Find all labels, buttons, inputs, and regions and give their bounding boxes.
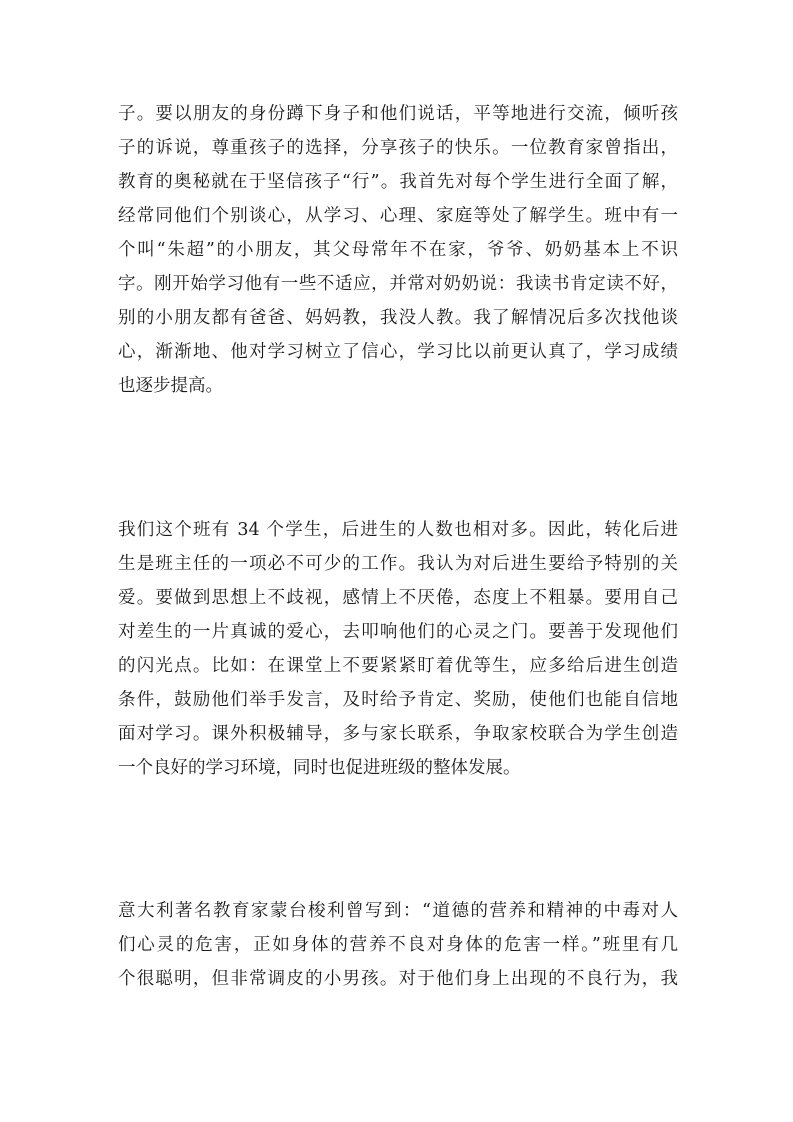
text-line: 一个良好的学习环境，同时也促进班级的整体发展。 [118, 758, 521, 778]
text-line: 子的诉说，尊重孩子的选择，分享孩子的快乐。一位教育家曾指出， [118, 138, 678, 158]
text-line: 经常同他们个别谈心，从学习、心理、家庭等处了解学生。班中有一 [118, 206, 678, 226]
paragraph-2 [118, 513, 678, 785]
text-line: 们心灵的危害，正如身体的营养不良对身体的危害一样。”班里有几 [118, 935, 678, 955]
text-line: 我们这个班有 34 个学生，后进生的人数也相对多。因此，转化后进 [118, 520, 678, 540]
text-line: 教育的奥秘就在于坚信孩子“行”。我首先对每个学生进行全面了解， [118, 172, 678, 192]
paragraph-3 [118, 894, 678, 996]
text-line: 子。要以朋友的身份蹲下身子和他们说话，平等地进行交流，倾听孩 [118, 104, 678, 124]
text-line: 别的小朋友都有爸爸、妈妈教，我没人教。我了解情况后多次找他谈 [118, 308, 678, 328]
text-line: 也逐步提高。 [118, 376, 223, 396]
text-line: 字。刚开始学习他有一些不适应，并常对奶奶说：我读书肯定读不好， [118, 274, 678, 294]
text-line: 个很聪明，但非常调皮的小男孩。对于他们身上出现的不良行为，我 [118, 969, 678, 989]
text-line: 爱。要做到思想上不歧视，感情上不厌倦，态度上不粗暴。要用自己 [118, 588, 678, 608]
paragraph-1 [118, 97, 678, 403]
text-line: 生是班主任的一项必不可少的工作。我认为对后进生要给予特别的关 [118, 554, 678, 574]
text-line: 条件，鼓励他们举手发言，及时给予肯定、奖励，使他们也能自信地 [118, 690, 678, 710]
text-line: 意大利著名教育家蒙台梭利曾写到：“道德的营养和精神的中毒对人 [118, 901, 678, 921]
text-line: 对差生的一片真诚的爱心，去叩响他们的心灵之门。要善于发现他们 [118, 622, 678, 642]
text-line: 的闪光点。比如：在课堂上不要紧紧盯着优等生，应多给后进生创造 [118, 656, 678, 676]
text-line: 心，渐渐地、他对学习树立了信心，学习比以前更认真了，学习成绩 [118, 342, 678, 362]
text-line: 面对学习。课外积极辅导，多与家长联系，争取家校联合为学生创造 [118, 724, 678, 744]
text-line: 个叫“朱超”的小朋友，其父母常年不在家，爷爷、奶奶基本上不识 [118, 240, 678, 260]
